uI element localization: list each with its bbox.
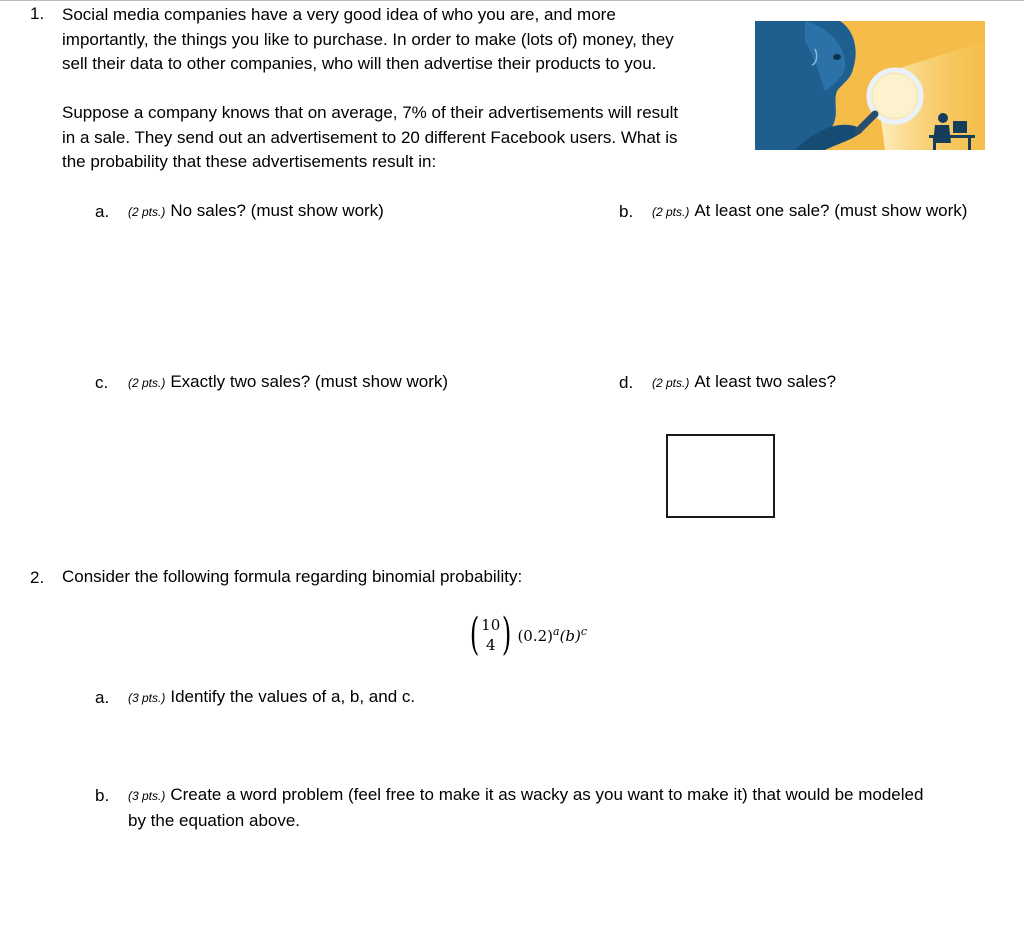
exponent-a: a — [553, 625, 560, 638]
right-paren: ) — [502, 609, 512, 660]
part-letter: d. — [619, 373, 634, 392]
points-label: (2 pts.) — [652, 376, 690, 390]
answer-box[interactable] — [666, 434, 775, 518]
question-prompt: Consider the following formula regarding binomial probability: — [62, 567, 523, 586]
points-label: (3 pts.) — [128, 789, 166, 803]
points-label: (3 pts.) — [128, 691, 166, 705]
binomial-n: 10 — [481, 616, 501, 634]
part-text: At least two sales? — [694, 372, 837, 391]
binomial-k: 4 — [485, 636, 496, 654]
prompt-line: in a sale. They send out an advertisement to 20 different Facebook users. What is — [62, 127, 678, 147]
part-text: Identify the values of a, b, and c. — [170, 687, 416, 706]
part-text: No sales? (must show work) — [170, 201, 384, 220]
part-1c — [128, 372, 448, 392]
part-letter: a. — [95, 688, 110, 707]
points-label: (2 pts.) — [652, 205, 690, 219]
part-letter: c. — [95, 373, 109, 392]
base-term: (0.2) — [517, 627, 553, 645]
exponent-c: c — [580, 625, 588, 638]
points-label: (2 pts.) — [128, 376, 166, 390]
formula-terms — [517, 625, 587, 645]
page-top-border — [0, 0, 1024, 1]
question-prompt — [62, 101, 752, 175]
part-text-line — [128, 783, 1008, 809]
part-1b — [652, 201, 967, 221]
part-text: At least one sale? (must show work) — [694, 201, 968, 220]
part-text: Create a word problem (feel free to make it as wacky as you want to make it) that would be modeled — [170, 785, 924, 804]
question-number: 1. — [30, 4, 45, 23]
binomial-formula — [466, 611, 587, 659]
prompt-line: Suppose a company knows that on average, 7% of their advertisements will result — [62, 103, 679, 122]
part-1d — [652, 372, 836, 392]
part-text-line: by the equation above. — [128, 810, 301, 830]
intro-line: Social media companies have a very good idea of who you are, and more — [62, 5, 616, 24]
intro-line: importantly, the things you like to purchase. In order to make (lots of) money, they — [62, 29, 674, 49]
part-letter: a. — [95, 202, 110, 221]
points-label: (2 pts.) — [128, 205, 166, 219]
question-number: 2. — [30, 568, 45, 587]
question-intro — [62, 3, 752, 77]
binomial-coefficient — [481, 615, 500, 655]
part-2a — [128, 687, 415, 707]
part-text: Exactly two sales? (must show work) — [170, 372, 449, 391]
b-term: (b) — [559, 627, 581, 645]
part-2b — [128, 783, 1008, 833]
left-paren: ( — [469, 609, 480, 660]
part-1a — [128, 201, 384, 221]
prompt-line: the probability that these advertisements result in: — [62, 152, 437, 171]
part-letter: b. — [95, 786, 110, 805]
part-letter: b. — [619, 202, 634, 221]
magnifying-glass-surveillance-illustration-icon — [755, 21, 985, 150]
intro-line: sell their data to other companies, who will then advertise their products to you. — [62, 54, 657, 73]
